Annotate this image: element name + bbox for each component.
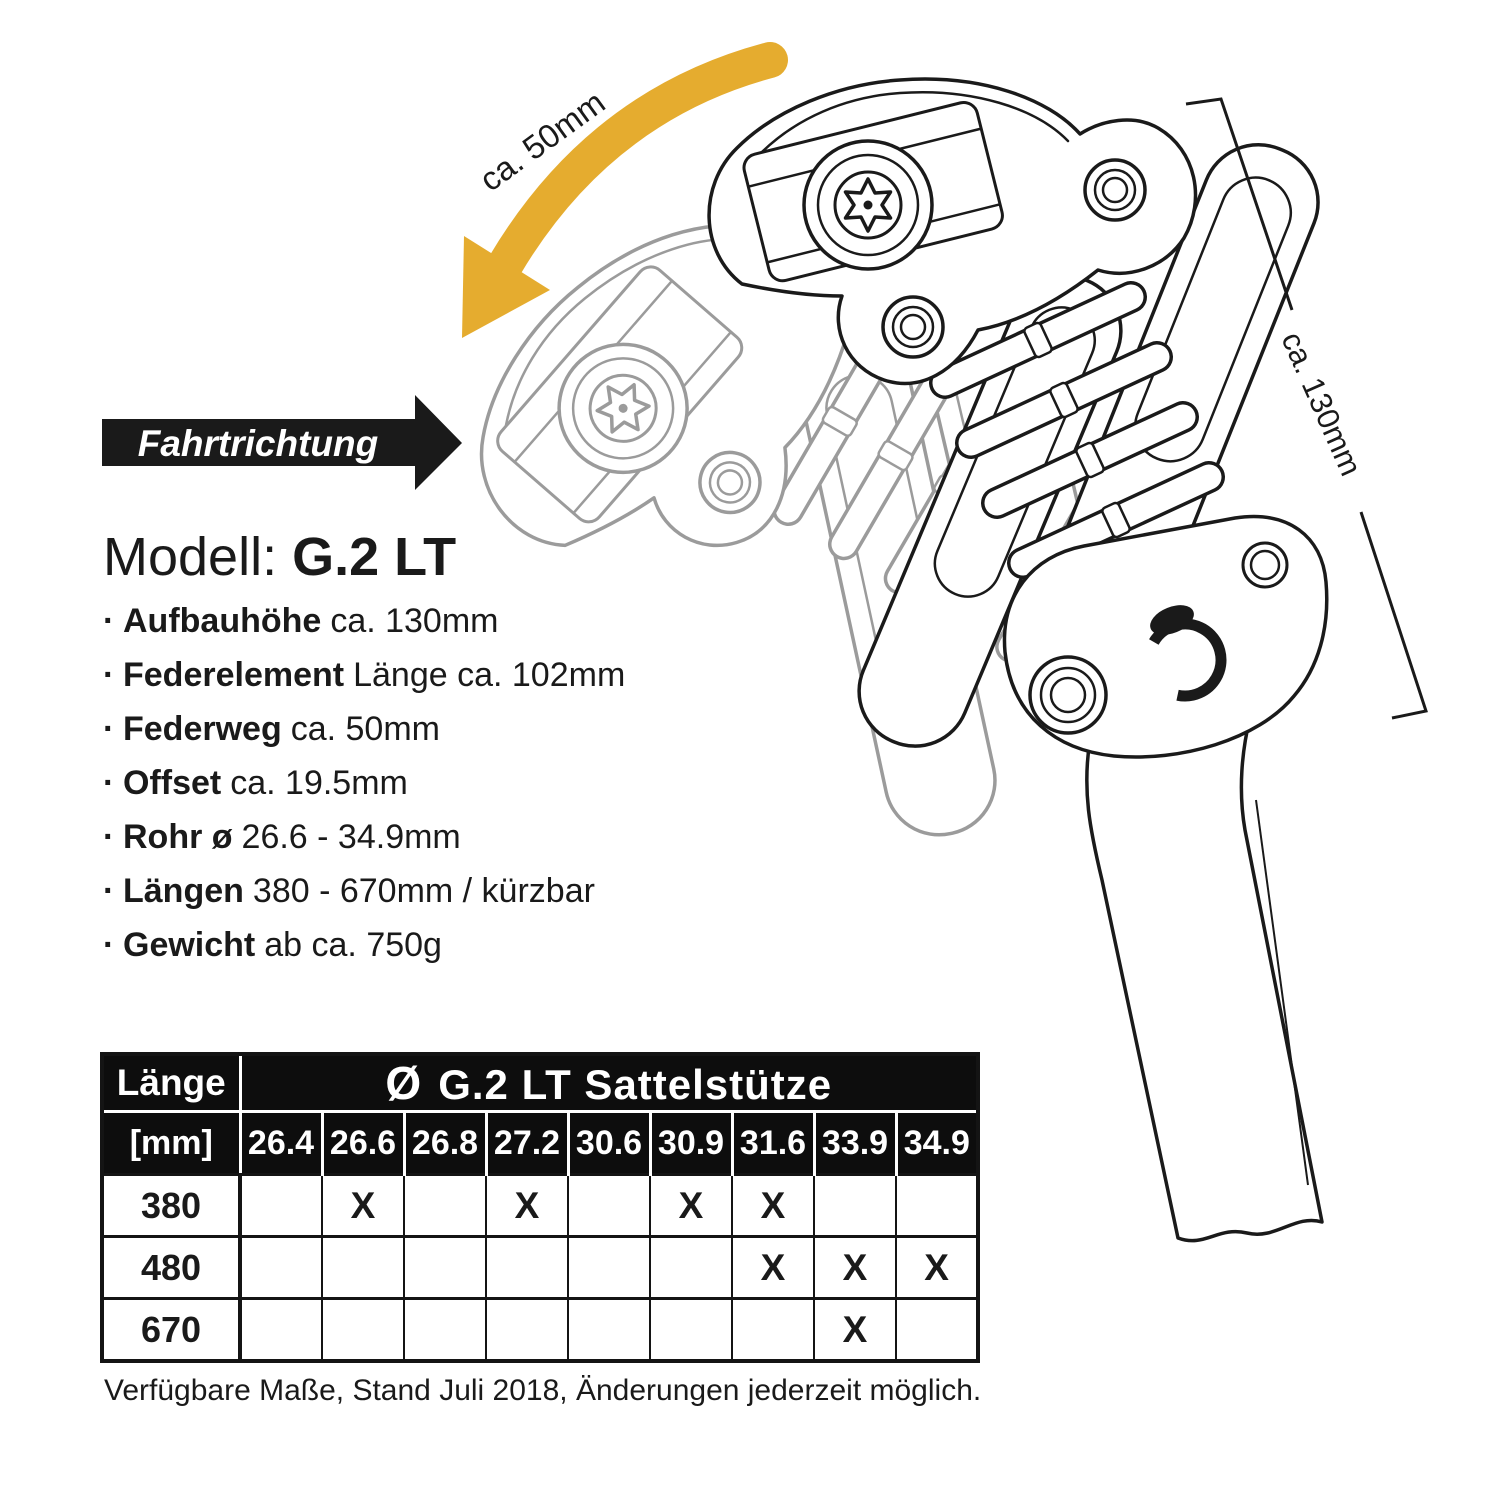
spec-label: Längen: [123, 872, 244, 910]
size-cell: [486, 1237, 568, 1299]
span-header-text: G.2 LT Sattelstütze: [438, 1061, 833, 1108]
bullet: ·: [103, 872, 115, 910]
size-cell: X: [322, 1175, 404, 1237]
bullet: ·: [103, 818, 115, 856]
table-header-row: [102, 1054, 978, 1112]
stack-height-label: ca. 130mm: [1274, 326, 1369, 481]
size-cell: X: [650, 1175, 732, 1237]
size-cell: [322, 1299, 404, 1362]
spec-label: Federweg: [123, 710, 282, 748]
size-cell: X: [732, 1237, 814, 1299]
diameter-header: 27.2: [486, 1112, 568, 1175]
bullet: ·: [103, 602, 115, 640]
table-row-670: [102, 1299, 978, 1362]
size-cell: X: [896, 1237, 978, 1299]
spec-value: Länge ca. 102mm: [353, 656, 626, 694]
spec-value: ca. 50mm: [290, 710, 440, 748]
direction-banner-label: Fahrtrichtung: [137, 423, 379, 464]
spec-value: 380 - 670mm / kürzbar: [252, 872, 595, 910]
model-name: G.2 LT: [292, 527, 457, 587]
size-cell: [486, 1299, 568, 1362]
model-prefix: Modell:: [103, 527, 293, 587]
bullet: ·: [103, 926, 115, 964]
diameter-symbol: Ø: [385, 1057, 423, 1109]
length-cell: 670: [102, 1299, 240, 1362]
spec-aufbauhoehe: [103, 594, 625, 648]
size-cell: [650, 1237, 732, 1299]
table-row-480: [102, 1237, 978, 1299]
spec-label: Federelement: [123, 656, 345, 694]
table-subheader-row: [102, 1112, 978, 1175]
spec-gewicht: [103, 918, 625, 972]
page-title: [103, 528, 456, 587]
size-cell: X: [814, 1237, 896, 1299]
diameter-header: 26.4: [240, 1112, 322, 1175]
spec-label: Aufbauhöhe: [123, 602, 322, 640]
diameter-header: 26.8: [404, 1112, 486, 1175]
size-cell: [240, 1175, 322, 1237]
diameter-header: 26.6: [322, 1112, 404, 1175]
table-row-380: [102, 1175, 978, 1237]
size-cell: [814, 1175, 896, 1237]
diameter-header: 33.9: [814, 1112, 896, 1175]
spec-value: ca. 19.5mm: [230, 764, 408, 802]
diameter-header: 30.6: [568, 1112, 650, 1175]
size-cell: [568, 1299, 650, 1362]
seatpost-tube: [1087, 718, 1322, 1241]
diameter-header: 31.6: [732, 1112, 814, 1175]
direction-banner: [102, 395, 462, 490]
size-table-wrap: [100, 1052, 980, 1363]
size-cell: [568, 1175, 650, 1237]
size-cell: X: [486, 1175, 568, 1237]
size-cell: X: [814, 1299, 896, 1362]
size-cell: [322, 1237, 404, 1299]
diameter-span-header: [240, 1054, 978, 1112]
bullet: ·: [103, 710, 115, 748]
size-table: [100, 1052, 980, 1363]
size-cell: [404, 1175, 486, 1237]
spec-label: Gewicht: [123, 926, 256, 964]
length-cell: 480: [102, 1237, 240, 1299]
size-cell: [896, 1299, 978, 1362]
length-cell: 380: [102, 1175, 240, 1237]
spec-offset: [103, 756, 625, 810]
travel-label: ca. 50mm: [472, 83, 612, 199]
spec-federelement: [103, 648, 625, 702]
size-cell: [240, 1299, 322, 1362]
spec-label: Rohr ø: [123, 818, 233, 856]
diameter-header: 34.9: [896, 1112, 978, 1175]
spec-value: ca. 130mm: [330, 602, 499, 640]
length-header: Länge: [102, 1054, 240, 1112]
bullet: ·: [103, 764, 115, 802]
spec-value: 26.6 - 34.9mm: [241, 818, 461, 856]
availability-footnote: Verfügbare Maße, Stand Juli 2018, Änderungen jederzeit möglich.: [104, 1374, 982, 1407]
size-cell: [240, 1237, 322, 1299]
size-cell: [404, 1299, 486, 1362]
size-cell: [896, 1175, 978, 1237]
diameter-header: 30.9: [650, 1112, 732, 1175]
spec-federweg: [103, 702, 625, 756]
size-cell: [404, 1237, 486, 1299]
bullet: ·: [103, 656, 115, 694]
size-cell: [568, 1237, 650, 1299]
size-cell: [650, 1299, 732, 1362]
spec-label: Offset: [123, 764, 222, 802]
mm-unit-header: [mm]: [102, 1112, 240, 1175]
spec-value: ab ca. 750g: [264, 926, 442, 964]
size-cell: [732, 1299, 814, 1362]
spec-laengen: [103, 864, 625, 918]
spec-list: [103, 594, 625, 972]
spec-rohr: [103, 810, 625, 864]
size-cell: X: [732, 1175, 814, 1237]
